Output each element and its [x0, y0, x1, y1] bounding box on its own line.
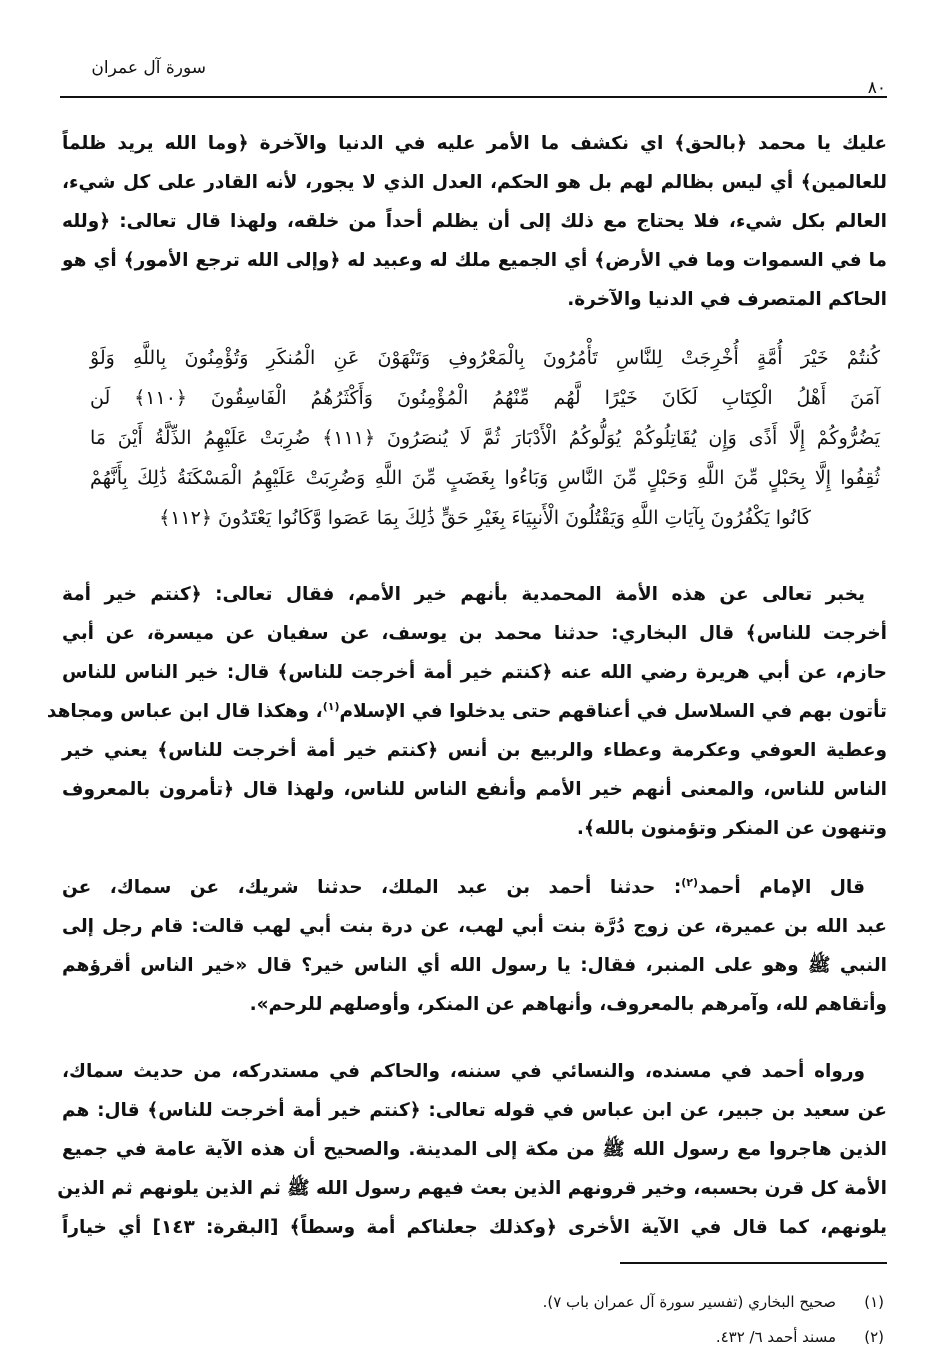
footnote-separator [620, 1262, 887, 1264]
text-line: عليك يا محمد ﴿بالحق﴾ اي نكشف ما الأمر عليه في الدنيا والآخرة ﴿وما الله يريد ظلماً [62, 133, 887, 154]
page-number: ٨٠ [867, 78, 886, 98]
footnote-number: (٢) [864, 1328, 884, 1346]
text-line: يخبر تعالى عن هذه الأمة المحمدية بأنهم خير الأمم، فقال تعالى: ﴿كنتم خير أمة [62, 584, 865, 605]
text-segment: تأتون بهم في السلاسل في أعناقهم حتى يدخلوا في الإسلام [339, 701, 887, 722]
text-line: الذين هاجروا مع رسول الله ﷺ من مكة إلى المدينة. والصحيح أن هذه الآية عامة في جميع [62, 1139, 887, 1160]
text-line: العالم بكل شيء، فلا يحتاج مع ذلك إلى أن يظلم أحداً من خلقه، ولهذا قال تعالى: ﴿ولله [62, 211, 887, 232]
quran-verse-line: آمَنَ أَهْلُ الْكِتَابِ لَكَانَ خَيْرًا لَّهُم مِّنْهُمُ الْمُؤْمِنُونَ وَأَكْثَرُهُمُ الْفَاسِقُونَ ﴿١١٠﴾ لَن [90, 387, 880, 409]
footnote-ref-1[interactable]: (١) [322, 699, 340, 713]
quran-verse-line: يَضُرُّوكُمْ إِلَّا أَذًى وَإِن يُقَاتِلُوكُمْ يُوَلُّوكُمُ الْأَدْبَارَ ثُمَّ لَا يُنصَرُونَ ﴿١١١﴾ ضُرِبَتْ عَلَيْهِمُ الذِّلَّةُ أَيْنَ مَا [90, 427, 881, 449]
text-line: وأتقاهم لله، وآمرهم بالمعروف، وأنهاهم عن المنكر، وأوصلهم للرحم». [249, 994, 887, 1015]
text-line: الناس للناس، والمعنى أنهم خير الأمم وأنفع الناس للناس، ولهذا قال ﴿تأمرون بالمعروف [62, 779, 887, 800]
text-line [62, 873, 887, 903]
text-line [46, 697, 887, 727]
text-line: أخرجت للناس﴾ قال البخاري: حدثنا محمد بن يوسف، عن سفيان عن ميسرة، عن أبي [62, 623, 887, 644]
footnote-number: (١) [864, 1293, 884, 1311]
text-line: الأمة كل قرن بحسبه، وخير قرونهم الذين بعث فيهم رسول الله ﷺ ثم الذين يلونهم ثم الذين [57, 1178, 887, 1199]
quran-verse-line: ثُقِفُوا إِلَّا بِحَبْلٍ مِّنَ اللَّهِ وَحَبْلٍ مِّنَ النَّاسِ وَبَاءُوا بِغَضَبٍ مِّنَ اللَّهِ وَضُرِبَتْ عَلَيْهِمُ الْمَسْكَنَةُ ذَٰلِكَ بِأَنَّهُمْ [90, 467, 880, 489]
text-line: النبي ﷺ وهو على المنبر، فقال: يا رسول الله أي الناس خير؟ قال «خير الناس أقرؤهم [62, 955, 887, 976]
text-line: يلونهم، كما قال في الآية الأخرى ﴿وكذلك جعلناكم أمة وسطاً﴾ [البقرة: ١٤٣] أي خياراً [62, 1217, 887, 1238]
footnote-ref-2[interactable]: (٢) [681, 875, 698, 889]
footnote-text: مسند أحمد ٦/ ٤٣٢. [715, 1328, 836, 1346]
footnote-text: صحيح البخاري (تفسير سورة آل عمران باب ٧). [542, 1293, 836, 1311]
text-line: للعالمين﴾ أي ليس بظالم لهم بل هو الحكم، العدل الذي لا يجور، لأنه القادر على كل شيء، [62, 172, 887, 193]
text-line: الحاكم المتصرف في الدنيا والآخرة. [567, 289, 887, 310]
text-line: وتنهون عن المنكر وتؤمنون بالله﴾. [576, 818, 887, 839]
text-segment: قال الإمام أحمد [698, 877, 865, 898]
footnote-1 [543, 1293, 884, 1311]
footnote-2 [716, 1328, 884, 1346]
text-segment: : حدثنا أحمد بن عبد الملك، حدثنا شريك، عن سماك، عن [62, 877, 682, 898]
running-header-surah-title: سورة آل عمران [91, 58, 206, 78]
text-line: ورواه أحمد في مسنده، والنسائي في سننه، والحاكم في مستدركه، من حديث سماك، [62, 1061, 865, 1082]
quran-verse-line: كَانُوا يَكْفُرُونَ بِآيَاتِ اللَّهِ وَيَقْتُلُونَ الْأَنبِيَاءَ بِغَيْرِ حَقٍّ ذَٰلِكَ بِمَا عَصَوا وَّكَانُوا يَعْتَدُونَ ﴿١١٢﴾ [159, 507, 811, 529]
header-rule [60, 96, 887, 98]
text-line: عن سعيد بن جبير، عن ابن عباس في قوله تعالى: ﴿كنتم خير أمة أخرجت للناس﴾ قال: هم [62, 1100, 887, 1121]
text-line: ما في السموات وما في الأرض﴾ أي الجميع ملك له وعبيد له ﴿وإلى الله ترجع الأمور﴾ أي هو [62, 250, 887, 271]
text-line: حازم، عن أبي هريرة رضي الله عنه ﴿كنتم خير أمة أخرجت للناس﴾ قال: خير الناس للناس [62, 662, 887, 683]
quran-verse-line: كُنتُمْ خَيْرَ أُمَّةٍ أُخْرِجَتْ لِلنَّاسِ تَأْمُرُونَ بِالْمَعْرُوفِ وَتَنْهَوْنَ عَنِ الْمُنكَرِ وَتُؤْمِنُونَ بِاللَّهِ وَلَوْ [90, 347, 880, 369]
text-segment: ، وهكذا قال ابن عباس ومجاهد [46, 701, 323, 722]
text-line: عبد الله بن عميرة، عن زوج دُرَّة بنت أبي لهب، عن درة بنت أبي لهب قالت: قام رجل إلى [62, 916, 887, 937]
text-line: وعطية العوفي وعكرمة وعطاء والربيع بن أنس ﴿كنتم خير أمة أخرجت للناس﴾ يعني خير [62, 740, 887, 761]
